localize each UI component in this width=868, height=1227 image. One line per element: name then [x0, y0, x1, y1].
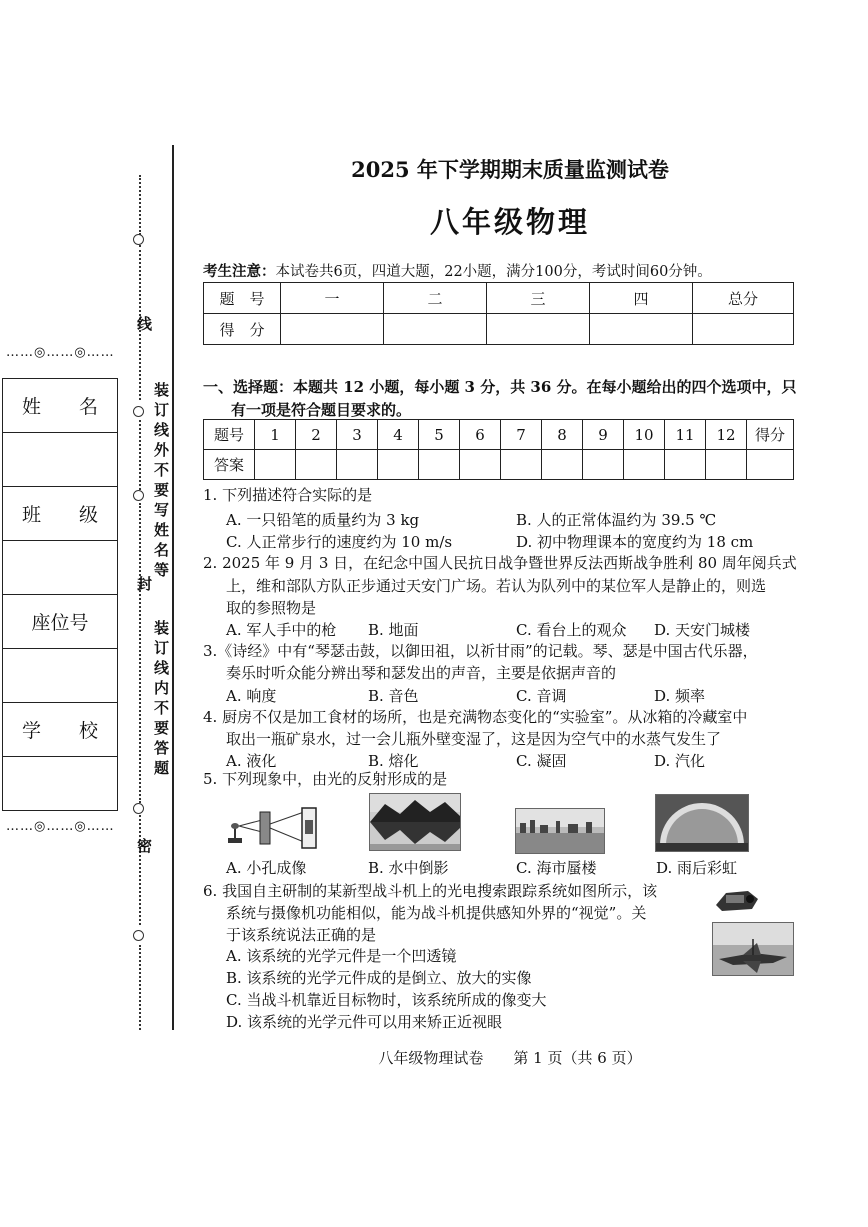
answer-cell[interactable]: [706, 450, 747, 480]
school-field[interactable]: [3, 757, 118, 811]
q2-option-c[interactable]: C. 看台上的观众: [516, 621, 627, 639]
answer-header-cell: 4: [378, 420, 419, 450]
binding-hole-icon: [133, 930, 144, 941]
subject-title: 八年级物理: [429, 205, 590, 239]
answer-header-cell: 12: [706, 420, 747, 450]
question-6-stem: 6. 我国自主研制的某新型战斗机上的光电搜索跟踪系统如图所示，该: [203, 882, 658, 900]
answer-cell[interactable]: [665, 450, 706, 480]
answer-cell[interactable]: [583, 450, 624, 480]
name-field[interactable]: [3, 433, 118, 487]
q1-option-a[interactable]: A. 一只铅笔的质量约为 3 kg: [226, 511, 420, 529]
answer-header-cell: 得分: [747, 420, 794, 450]
question-6-stem: 系统与摄像机功能相似，能为战斗机提供感知外界的“视觉”。关: [226, 904, 647, 922]
q3-option-b[interactable]: B. 音色: [368, 687, 419, 705]
binding-line: [172, 145, 174, 1030]
q6-option-a[interactable]: A. 该系统的光学元件是一个凹透镜: [226, 947, 457, 965]
q3-option-d[interactable]: D. 频率: [654, 687, 706, 705]
score-header-cell: 总分: [693, 283, 794, 314]
margin-mark-line: 线: [135, 316, 153, 336]
answer-header-cell: 11: [665, 420, 706, 450]
answer-header-cell: 7: [501, 420, 542, 450]
binding-hole-icon: [133, 803, 144, 814]
seat-field[interactable]: [3, 649, 118, 703]
section1-heading-line: 有一项是符合题目要求的。: [231, 401, 412, 419]
water-reflection-image: [369, 793, 461, 851]
answer-header-cell: 9: [583, 420, 624, 450]
answer-cell[interactable]: [255, 450, 296, 480]
fighter-jet-image: [712, 922, 794, 976]
question-2-stem: 取的参照物是: [226, 599, 317, 617]
page-footer: 八年级物理试卷 第 1 页（共 6 页）: [378, 1049, 642, 1067]
question-4-stem: 4. 厨房不仅是加工食材的场所，也是充满物态变化的“实验室”。从冰箱的冷藏室中: [203, 708, 748, 726]
q1-option-b[interactable]: B. 人的正常体温约为 39.5 ℃: [516, 511, 717, 529]
q3-option-a[interactable]: A. 响度: [226, 687, 277, 705]
mirage-image: [515, 808, 605, 854]
pinhole-image: [226, 806, 326, 852]
q2-option-b[interactable]: B. 地面: [368, 621, 419, 639]
q6-option-d[interactable]: D. 该系统的光学元件可以用来矫正近视眼: [226, 1013, 503, 1031]
q4-option-b[interactable]: B. 熔化: [368, 752, 419, 770]
answer-cell[interactable]: [337, 450, 378, 480]
dotted-cut-row: ……◎……◎……: [6, 345, 115, 360]
exam-notice: [203, 260, 712, 281]
q5-option-b[interactable]: B. 水中倒影: [368, 859, 449, 877]
notice-text: 本试卷共6页，四道大题，22小题，满分100分，考试时间60分钟。: [275, 264, 712, 280]
binding-hole-icon: [133, 406, 144, 417]
class-field[interactable]: [3, 541, 118, 595]
q5-option-d[interactable]: D. 雨后彩虹: [656, 859, 738, 877]
section1-heading: [203, 376, 803, 422]
q4-option-d[interactable]: D. 汽化: [654, 752, 706, 770]
question-4-stem: 取出一瓶矿泉水，过一会儿瓶外壁变湿了，这是因为空气中的水蒸气发生了: [226, 730, 722, 748]
binding-note-outside: 装订线外不要写姓名等: [152, 382, 170, 582]
q2-option-d[interactable]: D. 天安门城楼: [654, 621, 751, 639]
q6-option-b[interactable]: B. 该系统的光学元件成的是倒立、放大的实像: [226, 969, 532, 987]
score-header-cell: 一: [281, 283, 384, 314]
q2-option-a[interactable]: A. 军人手中的枪: [226, 621, 337, 639]
class-label: 班 级: [3, 487, 118, 541]
answer-header-cell: 5: [419, 420, 460, 450]
margin-mark-close: 密: [135, 838, 153, 858]
binding-hole-icon: [133, 490, 144, 501]
dotted-line: [139, 945, 141, 1030]
section1-heading-line: 一、选择题：本题共 12 小题，每小题 3 分，共 36 分。在每小题给出的四个选项中，只: [203, 378, 797, 396]
answer-cell[interactable]: [378, 450, 419, 480]
binding-note-inside: 装订线内不要答题: [152, 620, 170, 780]
answer-row-label: 答案: [204, 450, 255, 480]
answer-cell[interactable]: [460, 450, 501, 480]
q4-option-a[interactable]: A. 液化: [226, 752, 277, 770]
answer-header-cell: 10: [624, 420, 665, 450]
answer-cell[interactable]: [542, 450, 583, 480]
answer-header-cell: 2: [296, 420, 337, 450]
binding-hole-icon: [133, 234, 144, 245]
question-2-stem: 上，维和部队方队正步通过天安门广场。若认为队列中的某位军人是静止的，则选: [226, 577, 767, 595]
notice-label: 考生注意：: [203, 263, 276, 280]
question-6-stem: 于该系统说法正确的是: [226, 926, 377, 944]
answer-cell[interactable]: [747, 450, 794, 480]
answer-header-cell: 8: [542, 420, 583, 450]
score-row-label: 得 分: [204, 314, 281, 345]
question-3-stem: 3.《诗经》中有“琴瑟击鼓，以御田祖，以祈甘雨”的记载。琴、瑟是中国古代乐器，: [203, 642, 758, 660]
question-2-stem: 2. 2025 年 9 月 3 日，在纪念中国人民抗日战争暨世界反法西斯战争胜利 80 周年阅兵式: [203, 554, 797, 572]
score-cell[interactable]: [384, 314, 487, 345]
score-header-cell: 三: [487, 283, 590, 314]
q5-option-c[interactable]: C. 海市蜃楼: [516, 859, 597, 877]
score-cell[interactable]: [487, 314, 590, 345]
score-header-cell: 四: [590, 283, 693, 314]
answer-table: [203, 419, 794, 480]
question-5-stem: 5. 下列现象中，由光的反射形成的是: [203, 770, 448, 788]
dotted-line: [139, 503, 141, 803]
q6-option-c[interactable]: C. 当战斗机靠近目标物时，该系统所成的像变大: [226, 991, 547, 1009]
score-cell[interactable]: [693, 314, 794, 345]
school-label: 学 校: [3, 703, 118, 757]
margin-mark-seal: 封: [135, 576, 153, 596]
answer-cell[interactable]: [296, 450, 337, 480]
answer-cell[interactable]: [419, 450, 460, 480]
q5-option-a[interactable]: A. 小孔成像: [226, 859, 307, 877]
answer-header-cell: 6: [460, 420, 501, 450]
dotted-line: [139, 815, 141, 925]
seat-label: 座位号: [3, 595, 118, 649]
answer-cell[interactable]: [501, 450, 542, 480]
question-1-stem: 1. 下列描述符合实际的是: [203, 486, 373, 504]
exam-title: 2025 年下学期期末质量监测试卷: [351, 157, 669, 182]
answer-cell[interactable]: [624, 450, 665, 480]
answer-header-cell: 3: [337, 420, 378, 450]
score-table: [203, 282, 794, 345]
name-label: 姓 名: [3, 379, 118, 433]
dotted-line: [139, 175, 141, 235]
score-cell[interactable]: [590, 314, 693, 345]
answer-header-cell: 题号: [204, 420, 255, 450]
score-header-cell: 题 号: [204, 283, 281, 314]
score-header-cell: 二: [384, 283, 487, 314]
student-info-table: [2, 378, 118, 811]
rainbow-image: [655, 794, 749, 852]
q4-option-c[interactable]: C. 凝固: [516, 752, 567, 770]
question-3-stem: 奏乐时听众能分辨出琴和瑟发出的声音，主要是依据声音的: [226, 664, 617, 682]
dotted-cut-row: ……◎……◎……: [6, 819, 115, 834]
tracking-pod-image: [712, 887, 762, 915]
q1-option-c[interactable]: C. 人正常步行的速度约为 10 m/s: [226, 533, 453, 551]
answer-header-cell: 1: [255, 420, 296, 450]
dotted-line: [139, 420, 141, 490]
q1-option-d[interactable]: D. 初中物理课本的宽度约为 18 cm: [516, 533, 754, 551]
score-cell[interactable]: [281, 314, 384, 345]
q3-option-c[interactable]: C. 音调: [516, 687, 567, 705]
